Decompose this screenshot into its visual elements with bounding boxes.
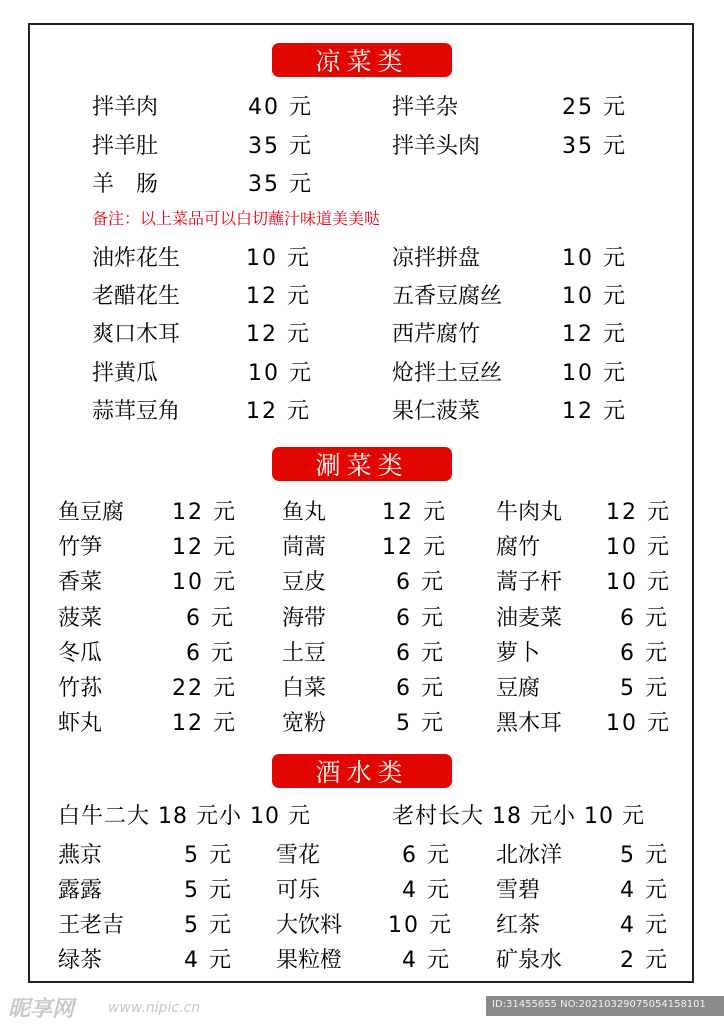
menu-item-price: 6 元	[396, 676, 445, 701]
menu-item-name: 腐竹	[496, 535, 541, 560]
menu-item-name: 西芹腐竹	[392, 322, 481, 347]
menu-item-price: 6 元	[396, 606, 445, 631]
menu-item-price: 6 元	[402, 843, 451, 868]
menu-item-name: 蒜茸豆角	[92, 399, 181, 424]
menu-item-price: 10 元	[246, 246, 311, 271]
watermark-footer	[0, 992, 724, 1024]
menu-item-price: 12 元	[562, 399, 627, 424]
menu-item-price: 12 元	[606, 500, 671, 525]
menu-note: 备注：以上菜品可以白切蘸汁味道美美哒	[92, 209, 381, 228]
menu-item-name: 王老吉	[58, 913, 125, 938]
menu-item-price: 10 元	[388, 913, 453, 938]
menu-item-price: 12 元	[246, 284, 311, 309]
menu-item-name: 竹笋	[58, 535, 103, 560]
menu-item-name: 鱼豆腐	[58, 500, 125, 525]
menu-item-name: 果粒橙	[276, 948, 343, 973]
menu-item-price: 12 元	[562, 322, 627, 347]
menu-item-name: 雪花	[276, 843, 321, 868]
menu-item-name: 牛肉丸	[496, 500, 563, 525]
menu-item-name: 白菜	[282, 676, 327, 701]
menu-item-price: 5 元	[620, 676, 669, 701]
menu-item-name: 黑木耳	[496, 711, 563, 736]
section-title-cold-dishes: 凉菜类	[272, 43, 452, 77]
menu-item-price: 10 元	[248, 361, 313, 386]
menu-item-name: 土豆	[282, 641, 327, 666]
menu-item-price: 4 元	[184, 948, 233, 973]
menu-item-price: 6 元	[186, 606, 235, 631]
menu-item-price: 10 元	[562, 246, 627, 271]
menu-item-price: 35 元	[562, 134, 627, 159]
menu-item-price: 6 元	[396, 641, 445, 666]
menu-item-name: 凉拌拼盘	[392, 246, 481, 271]
menu-item-name: 露露	[58, 878, 103, 903]
menu-item-price: 6 元	[620, 606, 669, 631]
menu-item-price: 5 元	[620, 843, 669, 868]
menu-item-name: 大饮料	[276, 913, 343, 938]
menu-item-name: 拌羊头肉	[392, 134, 481, 159]
menu-item-name: 菠菜	[58, 606, 103, 631]
menu-item-price: 10 元	[606, 570, 671, 595]
menu-item-name: 茼蒿	[282, 535, 327, 560]
menu-item-price: 12 元	[172, 500, 237, 525]
menu-item-name: 果仁菠菜	[392, 399, 481, 424]
menu-item-name: 羊 肠	[92, 172, 159, 197]
menu-item-price: 6 元	[186, 641, 235, 666]
menu-item-name: 香菜	[58, 570, 103, 595]
menu-item-price: 4 元	[620, 878, 669, 903]
menu-item-price: 5 元	[396, 711, 445, 736]
menu-item-price: 2 元	[620, 948, 669, 973]
menu-item-name: 拌羊杂	[392, 95, 459, 120]
menu-item-price: 35 元	[248, 172, 313, 197]
menu-item-price: 4 元	[402, 948, 451, 973]
menu-item-name: 油麦菜	[496, 606, 563, 631]
menu-item-price: 12 元	[172, 535, 237, 560]
watermark-url: www.nipic.cn	[108, 1000, 201, 1016]
menu-item-name: 拌黄瓜	[92, 361, 159, 386]
watermark-logo: 昵享网	[8, 997, 75, 1022]
menu-item-price: 25 元	[562, 95, 627, 120]
menu-item-name: 炝拌土豆丝	[392, 361, 503, 386]
menu-item-name: 豆皮	[282, 570, 327, 595]
menu-item-price: 12 元	[172, 711, 237, 736]
menu-item-name: 虾丸	[58, 711, 103, 736]
menu-item-price: 4 元	[402, 878, 451, 903]
menu-item-name: 萝卜	[496, 641, 541, 666]
menu-item-price: 10 元	[606, 711, 671, 736]
menu-item-price: 22 元	[172, 676, 237, 701]
menu-item-name: 燕京	[58, 843, 103, 868]
menu-item-price: 12 元	[382, 500, 447, 525]
menu-item-price: 5 元	[184, 878, 233, 903]
menu-item-price: 6 元	[620, 641, 669, 666]
menu-item-name: 爽口木耳	[92, 322, 181, 347]
menu-frame	[28, 23, 694, 983]
menu-item-price: 5 元	[184, 913, 233, 938]
menu-item-price: 10 元	[562, 284, 627, 309]
drink-headline: 白牛二大 18 元小 10 元	[58, 804, 311, 829]
menu-item-name: 红茶	[496, 913, 541, 938]
menu-item-name: 冬瓜	[58, 641, 103, 666]
menu-item-name: 北冰洋	[496, 843, 563, 868]
section-title-hotpot-dishes: 涮菜类	[272, 447, 452, 481]
menu-item-name: 可乐	[276, 878, 321, 903]
menu-item-price: 6 元	[396, 570, 445, 595]
menu-item-name: 宽粉	[282, 711, 327, 736]
menu-item-name: 拌羊肚	[92, 134, 159, 159]
menu-item-price: 4 元	[620, 913, 669, 938]
menu-item-price: 35 元	[248, 134, 313, 159]
menu-item-price: 12 元	[246, 322, 311, 347]
menu-item-price: 12 元	[246, 399, 311, 424]
menu-item-name: 矿泉水	[496, 948, 563, 973]
menu-item-price: 10 元	[562, 361, 627, 386]
drink-headline: 老村长大 18 元小 10 元	[392, 804, 645, 829]
menu-item-price: 5 元	[184, 843, 233, 868]
menu-item-name: 海带	[282, 606, 327, 631]
menu-item-name: 雪碧	[496, 878, 541, 903]
menu-item-price: 10 元	[606, 535, 671, 560]
menu-item-name: 竹荪	[58, 676, 103, 701]
menu-item-name: 豆腐	[496, 676, 541, 701]
menu-item-price: 12 元	[382, 535, 447, 560]
menu-item-name: 蒿子杆	[496, 570, 563, 595]
menu-item-name: 五香豆腐丝	[392, 284, 503, 309]
menu-item-price: 10 元	[172, 570, 237, 595]
menu-item-name: 油炸花生	[92, 246, 181, 271]
menu-item-name: 老醋花生	[92, 284, 181, 309]
menu-item-price: 40 元	[248, 95, 313, 120]
watermark-id-text: ID:31455655 NO:20210329075054158101	[492, 999, 706, 1010]
menu-item-name: 鱼丸	[282, 500, 327, 525]
menu-item-name: 拌羊肉	[92, 95, 159, 120]
section-title-drinks: 酒水类	[272, 754, 452, 788]
menu-item-name: 绿茶	[58, 948, 103, 973]
